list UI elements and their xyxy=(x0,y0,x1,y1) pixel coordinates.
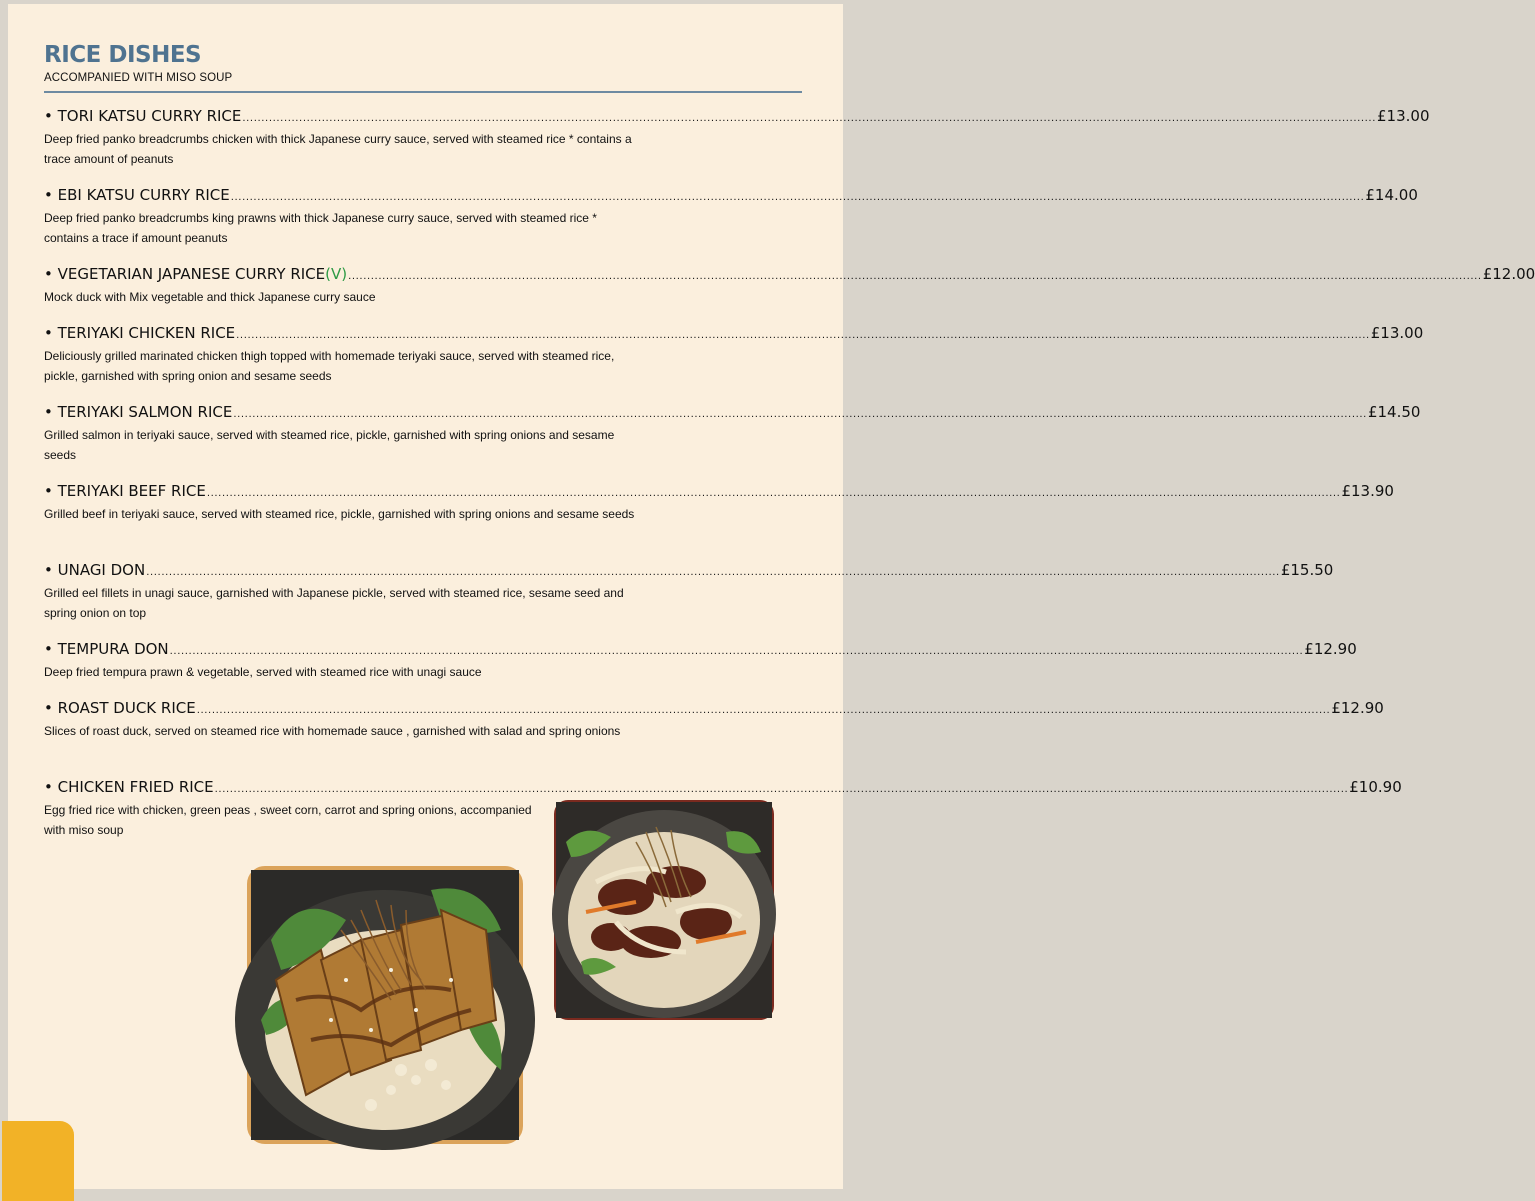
item-price: £15.50 xyxy=(1280,561,1334,579)
dot-leader: ............................................................................................................................................................................................................................................................................................................ xyxy=(214,784,1349,795)
item-price: £13.90 xyxy=(1341,482,1394,500)
item-description: Mock duck with Mix vegetable and thick Japanese curry sauce xyxy=(44,290,376,304)
page-title: RICE DISHES xyxy=(44,42,202,68)
item-name: • UNAGI DON xyxy=(44,561,146,579)
menu-item xyxy=(44,482,1394,524)
vegetarian-mark: (V) xyxy=(325,265,348,283)
teriyaki-chicken-photo xyxy=(247,866,523,1144)
menu-item xyxy=(44,186,1418,248)
item-name: • TORI KATSU CURRY RICE xyxy=(44,107,242,125)
item-price: £12.00 xyxy=(1482,265,1535,283)
dot-leader: ............................................................................................................................................................................................................................................................................................................ xyxy=(233,409,1367,420)
item-description: Deep fried panko breadcrumbs chicken with thick Japanese curry sauce, served with steamed rice * contains a trace amount of peanuts xyxy=(44,132,632,166)
dot-leader: ............................................................................................................................................................................................................................................................................................................ xyxy=(206,488,1341,499)
dot-leader: ............................................................................................................................................................................................................................................................................................................ xyxy=(236,330,1370,341)
dot-leader: ............................................................................................................................................................................................................................................................................................................ xyxy=(348,271,1482,282)
item-price: £12.90 xyxy=(1304,640,1357,658)
dot-leader: ............................................................................................................................................................................................................................................................................................................ xyxy=(242,113,1376,124)
item-price: £12.90 xyxy=(1331,699,1384,717)
item-price: £10.90 xyxy=(1349,778,1402,796)
item-description: Grilled salmon in teriyaki sauce, served with steamed rice, pickle, garnished with spring onions and sesame seeds xyxy=(44,428,615,462)
item-name: • CHICKEN FRIED RICE xyxy=(44,778,214,796)
teriyaki-beef-photo xyxy=(554,800,774,1020)
item-price: £13.00 xyxy=(1377,107,1430,125)
item-name: • TERIYAKI CHICKEN RICE xyxy=(44,324,236,342)
item-name: • VEGETARIAN JAPANESE CURRY RICE xyxy=(44,265,326,283)
menu-item xyxy=(44,561,1334,623)
item-description: Deliciously grilled marinated chicken thigh topped with homemade teriyaki sauce, served with steamed rice, pickle, garnished with spring onion and sesame seeds xyxy=(44,349,615,383)
item-name: • TERIYAKI BEEF RICE xyxy=(44,482,206,500)
dot-leader: ............................................................................................................................................................................................................................................................................................................ xyxy=(146,567,1280,578)
menu-item xyxy=(44,107,1430,169)
dot-leader: ............................................................................................................................................................................................................................................................................................................ xyxy=(196,705,1331,716)
item-description: Egg fried rice with chicken, green peas , sweet corn, carrot and spring onions, accompanied with miso soup xyxy=(44,803,532,837)
item-price: £14.50 xyxy=(1367,403,1421,421)
item-description: Deep fried panko breadcrumbs king prawns with thick Japanese curry sauce, served with steamed rice * contains a trace if amount peanuts xyxy=(44,211,597,245)
dot-leader: ............................................................................................................................................................................................................................................................................................................ xyxy=(169,646,1304,657)
menu-item xyxy=(44,403,1421,465)
item-name: • EBI KATSU CURRY RICE xyxy=(44,186,230,204)
corner-accent-block xyxy=(2,1121,74,1201)
item-name: • TERIYAKI SALMON RICE xyxy=(44,403,233,421)
item-description: Deep fried tempura prawn & vegetable, served with steamed rice with unagi sauce xyxy=(44,665,482,679)
menu-item xyxy=(44,265,1535,307)
item-name: • TEMPURA DON xyxy=(44,640,169,658)
item-price: £14.00 xyxy=(1365,186,1418,204)
menu-page xyxy=(8,4,1535,1189)
item-description: Grilled beef in teriyaki sauce, served with steamed rice, pickle, garnished with spring onions and sesame seeds xyxy=(44,507,635,521)
item-name: • ROAST DUCK RICE xyxy=(44,699,196,717)
item-description: Slices of roast duck, served on steamed rice with homemade sauce , garnished with salad and spring onions xyxy=(44,724,621,738)
dot-leader: ............................................................................................................................................................................................................................................................................................................ xyxy=(230,192,1365,203)
menu-item xyxy=(44,640,1357,682)
menu-item xyxy=(44,699,1384,741)
header-divider xyxy=(44,91,802,93)
item-description: Grilled eel fillets in unagi sauce, garnished with Japanese pickle, served with steamed rice, sesame seed and spring onion on top xyxy=(44,586,624,620)
page-subtitle: ACCOMPANIED WITH MISO SOUP xyxy=(44,72,233,84)
menu-item xyxy=(44,324,1424,386)
item-price: £13.00 xyxy=(1370,324,1424,342)
